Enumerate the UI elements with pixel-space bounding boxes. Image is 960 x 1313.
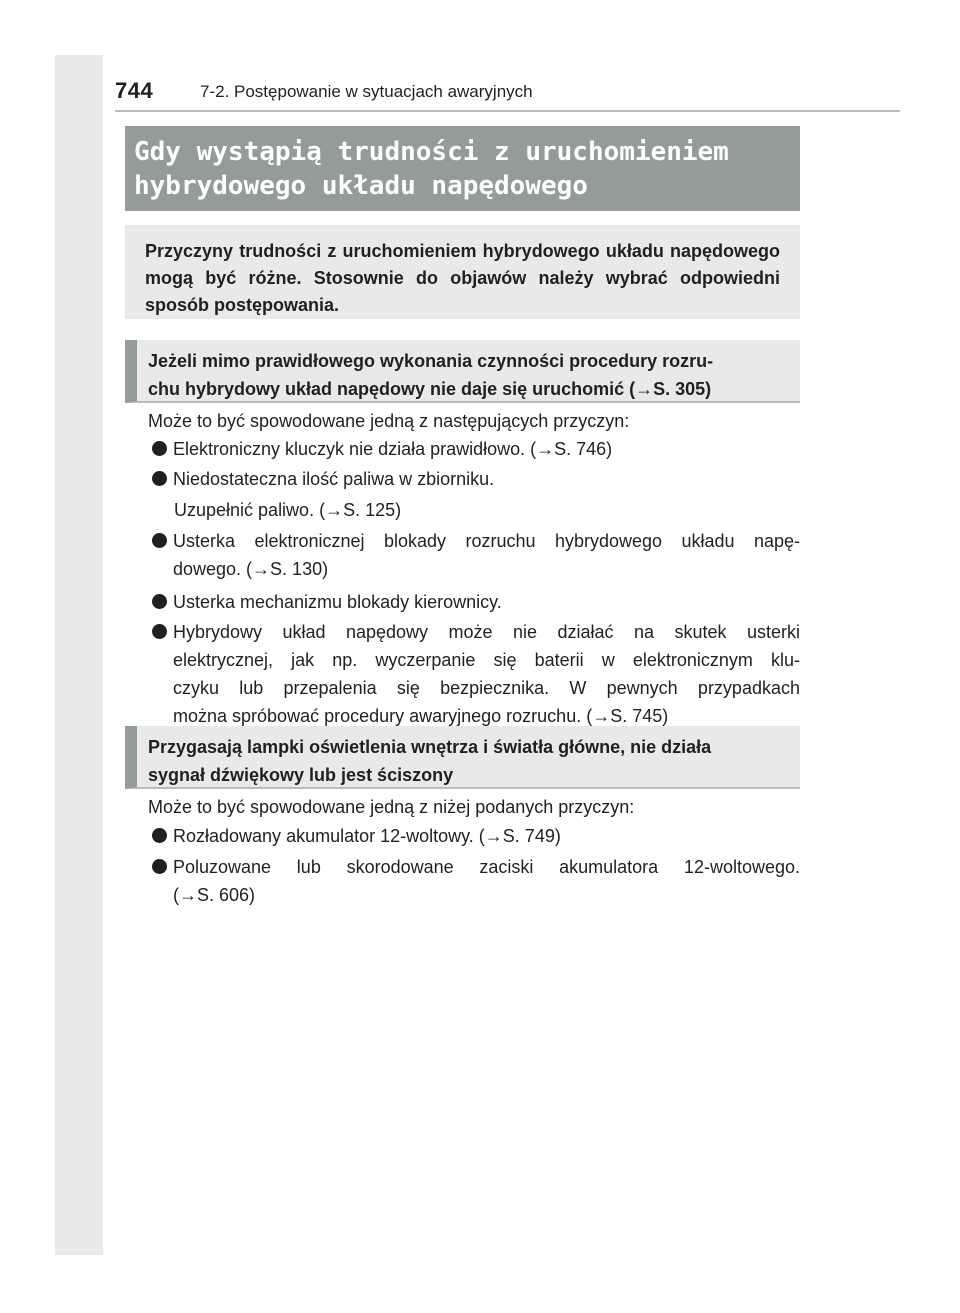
section-2-heading-line-2: sygnał dźwiękowy lub jest ściszony: [148, 765, 454, 785]
section-1-heading: [125, 340, 800, 403]
list-item-text: Niedostateczna ilość paliwa w zbiorniku.: [173, 469, 495, 489]
section-1-heading-line-1: Jeżeli mimo prawidłowego wykonania czynności procedury rozru-: [148, 351, 714, 371]
list-item-text-line-1: Poluzowane lub skorodowane zaciski akumulatora 12-woltowego.: [173, 857, 800, 877]
list-item: [148, 822, 800, 850]
list-item: [148, 853, 800, 909]
bullet-icon: [152, 594, 167, 609]
bullet-icon: [152, 441, 167, 456]
page-title-line-1: Gdy wystąpią trudności z uruchomieniem: [134, 137, 729, 167]
bullet-icon: [152, 624, 167, 639]
section-2-lead: Może to być spowodowane jedną z niżej podanych przyczyn:: [148, 797, 635, 817]
bullet-icon: [152, 471, 167, 486]
section-1-heading-line-2: chu hybrydowy układ napędowy nie daje się uruchomić (→S. 305): [148, 379, 712, 399]
section-1-lead: Może to być spowodowane jedną z następujących przyczyn:: [148, 411, 630, 431]
side-margin-strip: [55, 55, 103, 1255]
page-header: [115, 78, 900, 112]
page-title: [125, 126, 800, 211]
list-item: [148, 588, 800, 616]
list-item: [148, 527, 800, 583]
list-item-text-line-1: Hybrydowy układ napędowy może nie działać na skutek usterki: [173, 622, 800, 642]
page-title-line-2: hybrydowego układu napędowego: [134, 171, 588, 201]
section-label: 7-2. Postępowanie w sytuacjach awaryjnych: [200, 82, 533, 101]
list-item-text: Usterka mechanizmu blokady kierownicy.: [173, 592, 502, 612]
list-item-text-line-2: elektrycznej, jak np. wyczerpanie się baterii w elektronicznym klu-: [173, 650, 800, 670]
list-item: [148, 618, 800, 730]
list-item: [148, 435, 800, 463]
list-item-subtext: Uzupełnić paliwo. (→S. 125): [174, 500, 402, 520]
list-item-text-line-4: można spróbować procedury awaryjnego rozruchu. (→S. 745): [173, 706, 669, 726]
section-2-heading-line-1: Przygasają lampki oświetlenia wnętrza i światła główne, nie działa: [148, 737, 712, 757]
list-item-text-line-2: dowego. (→S. 130): [173, 559, 329, 579]
list-item: [148, 465, 800, 493]
list-item-text-line-1: Usterka elektronicznej blokady rozruchu hybrydowego układu napę-: [173, 531, 800, 551]
list-item-text-line-2: (→S. 606): [173, 885, 256, 905]
page-number: 744: [115, 78, 154, 103]
list-item-text-line-3: czyku lub przepalenia się bezpiecznika. W pewnych przypadkach: [173, 678, 800, 698]
bullet-icon: [152, 533, 167, 548]
list-item-text: Rozładowany akumulator 12-woltowy. (→S. 749): [173, 826, 561, 846]
list-item-text: Elektroniczny kluczyk nie działa prawidłowo. (→S. 746): [173, 439, 613, 459]
bullet-icon: [152, 828, 167, 843]
section-2-heading: [125, 726, 800, 789]
bullet-icon: [152, 859, 167, 874]
intro-box: Przyczyny trudności z uruchomieniem hybrydowego układu napędowego mogą być różne. Stosownie do objawów należy wybrać odpowiedni sposób postępowania.: [125, 225, 800, 319]
